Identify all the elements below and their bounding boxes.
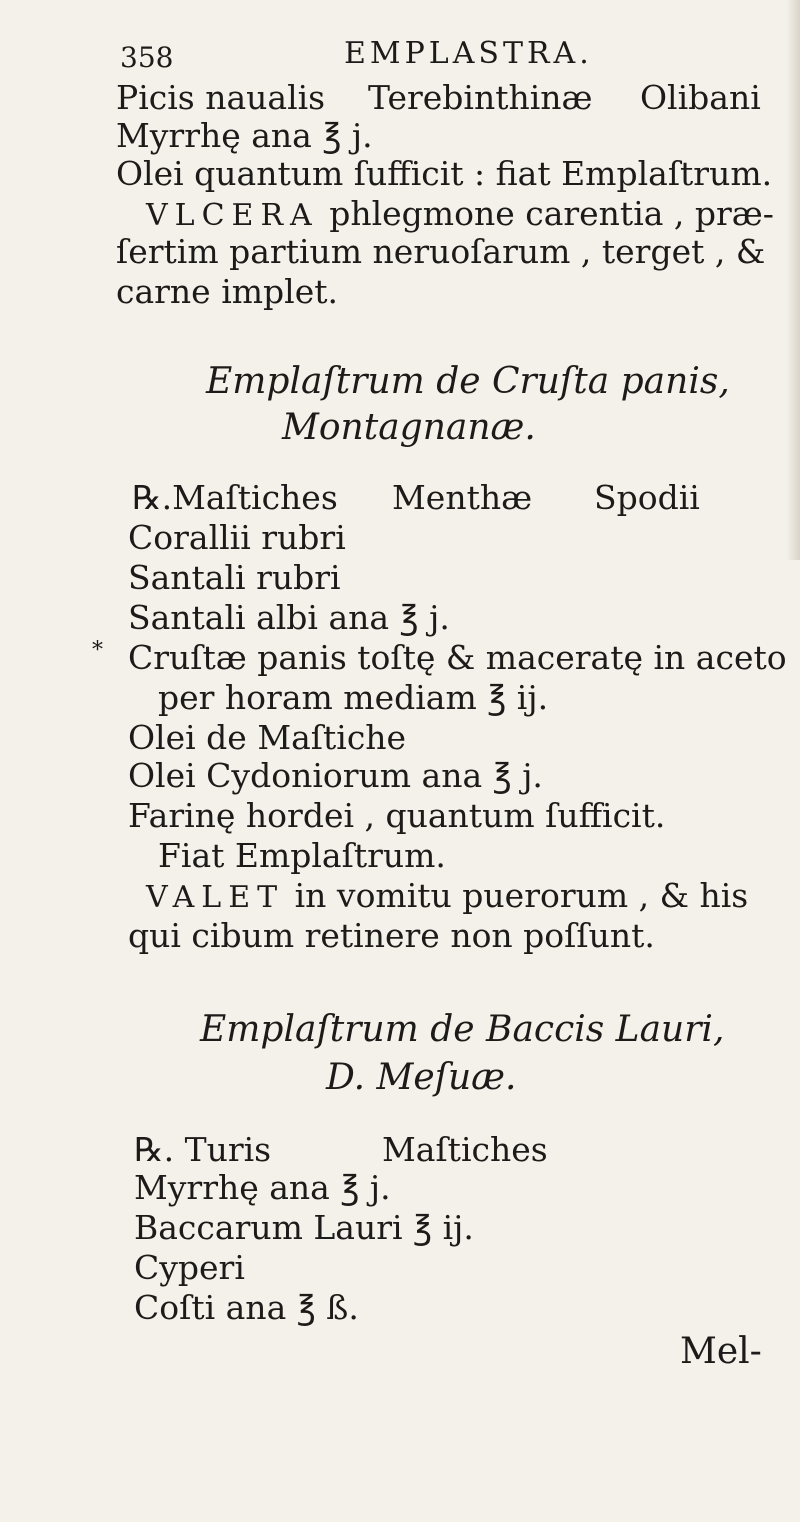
text-line: Olei quantum ſufficit : fiat Emplaſtrum.: [116, 154, 773, 193]
section-title: D. Meſuæ.: [326, 1057, 517, 1098]
text-line: Cyperi: [134, 1248, 245, 1287]
ingredient: Menthæ: [392, 478, 533, 517]
text-fragment: in vomitu puerorum , & his: [294, 876, 749, 915]
page-number: 358: [120, 41, 174, 74]
running-title: EMPLASTRA.: [344, 36, 593, 71]
text-line: qui cibum retinere non poſſunt.: [128, 916, 655, 955]
asterisk-mark: *: [92, 638, 103, 663]
small-caps-word: VALET: [146, 880, 285, 915]
text-line: Santali albi ana ℥ j.: [128, 598, 450, 637]
small-caps-word: VLCERA: [146, 198, 319, 233]
text-line: Myrrhę ana ℥ j.: [116, 116, 373, 155]
text-line: Corallii rubri: [128, 518, 346, 557]
ingredient: ℞. Turis: [134, 1130, 272, 1169]
ingredient-terebinthinae: Terebinthinæ: [368, 78, 593, 117]
catchword: Mel-: [680, 1331, 762, 1372]
ingredient-olibani: Olibani: [640, 78, 761, 117]
text-line: Farinę hordei , quantum ſufficit.: [128, 796, 666, 835]
text-line: Santali rubri: [128, 558, 341, 597]
ingredient: ℞.Maſtiches: [132, 478, 338, 517]
section-title: Emplaſtrum de Baccis Lauri,: [200, 1009, 725, 1050]
section-title: Montagnanæ.: [282, 407, 536, 448]
section-title: Emplaſtrum de Cruſta panis,: [206, 361, 730, 402]
text-fragment: phlegmone carentia , præ-: [329, 194, 774, 233]
ingredient: Maſtiches: [382, 1130, 548, 1169]
text-line: Coſti ana ℥ ß.: [134, 1288, 359, 1327]
ingredient: Spodii: [594, 478, 700, 517]
ingredient-picis: Picis naualis: [116, 78, 326, 117]
text-line: Olei Cydoniorum ana ℥ j.: [128, 756, 543, 795]
text-line: Olei de Maſtiche: [128, 718, 407, 757]
text-line: per horam mediam ℥ ij.: [158, 678, 549, 717]
text-line: Baccarum Lauri ℥ ij.: [134, 1208, 474, 1247]
page-edge-shadow: [786, 0, 800, 560]
text-line: carne implet.: [116, 272, 339, 311]
text-line: Myrrhę ana ℥ j.: [134, 1168, 391, 1207]
text-line: [146, 194, 774, 236]
text-line: [146, 876, 748, 918]
text-line: ſertim partium neruoſarum , terget , &: [116, 232, 766, 271]
text-line: Fiat Emplaſtrum.: [158, 836, 446, 875]
text-line: Cruſtæ panis toſtę & maceratę in aceto: [128, 638, 787, 677]
